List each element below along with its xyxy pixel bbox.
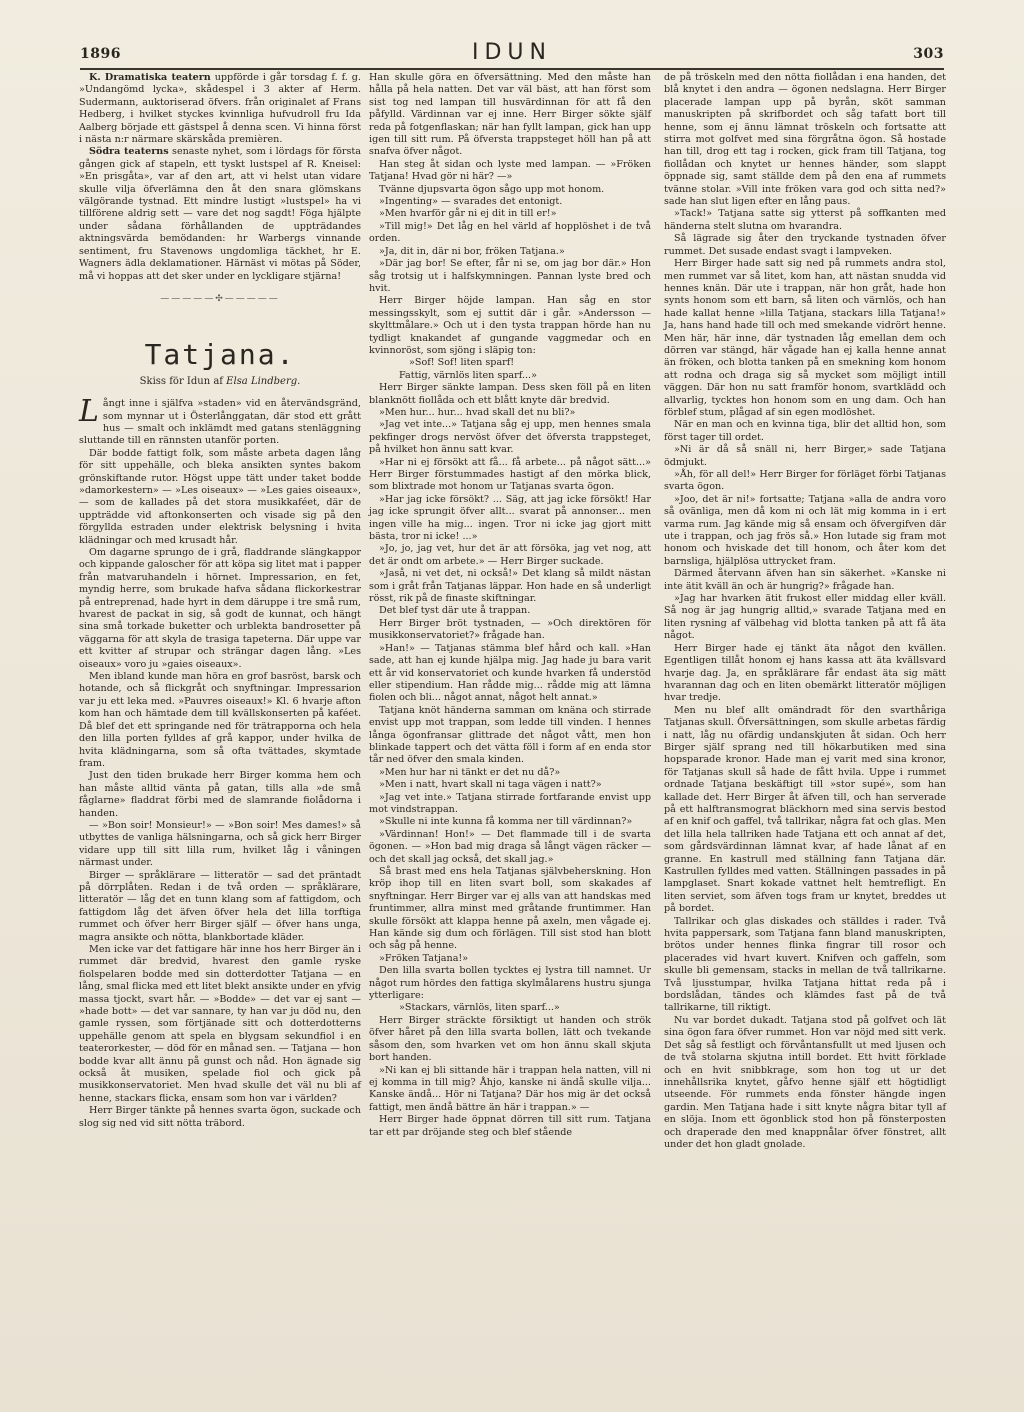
story-paragraph: Långt inne i själfva »staden» vid en återvändsgränd, som mynnar ut i Österlånggatan, där stod ett grått hus — smalt och inklämdt med gatans stenläggning sluttande till en rännsten utanför porten.: [79, 394, 361, 447]
story-paragraph: Herr Birger hade öppnat dörren till sitt rum. Tatjana tar ett par dröjande steg och blef stående: [369, 1114, 651, 1138]
byline-author: Elsa Lindberg.: [226, 375, 301, 387]
story-paragraph: Men nu blef allt omändradt för den svarthåriga Tatjanas skull. Öfversättningen, som skulle arbetas färdig i natt, låg nu ofärdig undanskjuten åt sidan. Och herr Birger själf sprang ned till hökarbutiken med sina hopsparade kronor. Hade man ej varit med sina kronor, för Tatjanas skull så hade de fått hvila. Uppe i rummet ordnade Tatjana beskäftigt till »stor supé», som han kallade det. Herr Birger åt äfven till, och han serverade på ett halftransmograt bläckhorn med sina servis bestod af en knif och gaffel, två tallrikar, några fat och glas. Men det lilla hela tallriken hade Tatjana ett och annat af det, som gårdsvärdinnan lämnat kvar, af hade lånat af en granne. En kastrull med ställning fann Tatjana där. Kastrullen fylldes med vatten. Ställningen passades in på lampglaset. Snart kokade vattnet helt hemtrefligt. En liten serviet, som äfven togs fram ur knytet, breddes ut på bordet.: [664, 704, 946, 915]
column-3: [664, 72, 946, 1151]
story-paragraph: »Han!» — Tatjanas stämma blef hård och kall. »Han sade, att han ej kunde hjälpa mig. Jag hade ju bara varit ett år vid konservatoriet och kunde hvarken få understöd eller stipendium. Han rådde mig... rådde mig att lämna fiolen och bli... något annat, något helt annat.»: [369, 642, 651, 704]
story-paragraph: Därmed återvann äfven han sin säkerhet. »Kanske ni inte ätit kväll än och är hungrig?» frågade han.: [664, 568, 946, 592]
story-paragraph: — »Bon soir! Monsieur!» — »Bon soir! Mes dames!» så utbyttes de vanliga hälsningarna, och så gick herr Birger vidare upp till sitt lilla rum, hvilket låg i våningen närmast under.: [79, 819, 361, 869]
story-paragraph: Tallrikar och glas diskades och ställdes i rader. Två hvita pappersark, som Tatjana fann bland manuskripten, brötos under hennes flinka fingrar till rosor och placerades vid hvart kuvert. Knifven och gaffeln, som skulle bli gemensam, stacks in mellan de två tallrikarne. Två ljusstumpar, hvilka Tatjana hittat reda på i bordslådan, tändes och klämdes fast på de två tallrikarne, till riktigt.: [664, 915, 946, 1014]
story-paragraph: »Värdinnan! Hon!» — Det flammade till i de svarta ögonen. — »Hon bad mig draga så långt vägen räcker — och det skall jag också, det skall jag.»: [369, 828, 651, 865]
story-paragraph: Där bodde fattigt folk, som måste arbeta dagen lång för sitt uppehälle, och bleka ansikten syntes bakom grönskiftande rutor. Högst uppe tätt under taket bodde »damorkestern» — »Les oiseaux» — »Les gaies oiseaux», — som de kallades på det stora musikkaféet, där de uppträdde vid aftonkonserten och visade sig på den förgyllda estraden under elektrisk belysning i hvita klädningar och med krusadt hår.: [79, 447, 361, 546]
page-header: [80, 40, 944, 70]
story-paragraph: Det blef tyst där ute å trappan.: [379, 605, 531, 617]
story-paragraph: Han steg åt sidan och lyste med lampan. — »Fröken Tatjana! Hvad gör ni här? —»: [369, 158, 651, 183]
story-paragraph: »Ingenting» — svarades det entonigt.: [379, 196, 563, 208]
story-paragraph: Herr Birger sträckte försiktigt ut handen och strök öfver håret på den lilla svarta bollen, lätt och tvekande såsom den, som hvarken vet om hon ännu skall skjuta bort handen.: [369, 1014, 651, 1064]
story-paragraph: Om dagarne sprungo de i grå, fladdrande slängkappor och kippande galoscher för att köpa sig litet mat i papper från matvaruhandeln i hörnet. Impressarion, en fet, myndig herre, som brukade hafva sådana flickorkestrar på entreprenad, hade hyrt in dem däruppe i tre små rum, hvarest de packat in sig, så godt de kunnat, och hängt sina små torkade buketter och urblekta bandrosetter på väggarna för att skyla de trasiga tapeterna. Där uppe var ett kvitter af strupar och strängar dagen lång. »Les oiseaux» voro ju »gaies oiseaux».: [79, 547, 361, 670]
story-paragraph: »Jag har hvarken ätit frukost eller middag eller kväll. Så nog är jag hungrig alltid,» svarade Tatjana med en liten rysning af välbehag vid blotta tanken på att få äta något.: [664, 593, 946, 642]
byline: [79, 376, 361, 388]
story-paragraph: »Har jag icke försökt? ... Säg, att jag icke försökt! Har jag icke sprungit öfver allt... svarat på annonser... men ingen ville ha mig... ingen. Tror ni icke jag gjort mitt bästa, tror ni icke! ...»: [369, 493, 651, 543]
story-paragraph: Tatjana knöt händerna samman om knäna och stirrade envist upp mot trappan, som ledde till vinden. I hennes långa ögonfransar glittrade det något vått, men hon blinkade tappert och det vätta föll i form af en enda stor tår ned öfver den smala kinden.: [369, 704, 651, 766]
story-paragraph: »Joo, det är ni!» fortsatte; Tatjana »alla de andra voro så ovänliga, men då kom ni och lät mig komma in i ert varma rum. Jag kände mig så ensam och öfvergifven där ute i trappan, och jag frös så.» Hon lutade sig fram mot honom och hviskade det till honom, och åter kom det barnsliga, hjälplösa uttrycket fram.: [664, 493, 946, 567]
sodra-heading: Södra teaterns: [89, 146, 169, 158]
story-paragraph: »Jag vet inte.» Tatjana stirrade fortfarande envist upp mot vindstrappan.: [369, 791, 651, 815]
story-paragraph: »Tack!» Tatjana satte sig ytterst på soffkanten med händerna stelt slutna om hvarandra.: [664, 208, 946, 232]
story-paragraph: Birger — språklärare — litteratör — sad det präntadt på dörrplåten. Redan i de två orden — språklärare, litteratör — låg det en tunn klang som af fattigdom, och fattigdom låg det äfven öfver hela det lilla torftiga rummet och öfver herr Birger själf — öfver hans unga, magra ansikte och nötta, blankbortade kläder.: [79, 869, 361, 943]
header-title: IDUN: [472, 40, 552, 65]
sodra-notice: [79, 146, 361, 282]
story-paragraph: Nu var bordet dukadt. Tatjana stod på golfvet och lät sina ögon fara öfver rummet. Hon var nöjd med sitt verk. Det såg så festligt och förvåntansfullt ut med ljusen och de två stolarna skjutna intill bordet. Ett hvitt förklade och en hvit snibbkrage, som hon tog ut ur det innehållsrika knytet, gåfvo henne själf ett högtidligt utseende. För rummets enda fönster hängde ingen gardin. Men Tatjana hade i sitt knyte några bitar tyll af en slöja. Inom ett ögonblick stod hon på fönsterposten och draperade den med knappnålar öfver fönstret, allt under det hon gladt gnolade.: [664, 1014, 946, 1150]
byline-prefix: Skiss för Idun af: [139, 375, 223, 387]
story-paragraph: de på tröskeln med den nötta fiollådan i ena handen, det blå knytet i den andra — ögonen nedslagna. Herr Birger placerade lampan upp på byrån, sköt samman manuskripten på skrifbordet och såg tafatt bort till henne, som ej ännu lämnat tröskeln och fortsatte att stirra mot golfvet med sina förgråtna ögon. Så hostade han till, drog ett tag i rocken, gick fram till Tatjana, tog fiollådan och knytet ur hennes händer, som slappt öppnade sig, samt ställde dem på den ena af rummets tvänne stolar. »Vill inte fröken vara god och sitta ned?» sade han slut ligen efter en lång paus.: [664, 72, 946, 208]
story-paragraph: »Har ni ej försökt att få... få arbete... på något sätt...» Herr Birger förstummades hastigt af den mörka blick, som blixtrade mot honom ur Tatjanas svarta ögon.: [369, 456, 651, 493]
story-paragraph: Herr Birger hade ej tänkt äta något den kvällen. Egentligen tillåt honom ej hans kassa att äta kvällsvard hvarje dag. Ja, en språklärare får endast äta sig mätt hvarannan dag och en liten obemärkt litteratör möjligen hvar tredje.: [664, 642, 946, 704]
column-1: [79, 72, 361, 1130]
song-line: »Stackars, värnlös, liten sparf...»: [399, 1002, 560, 1014]
story-paragraph: »Ja, dit in, där ni bor, fröken Tatjana.»: [379, 245, 565, 257]
story-paragraph: Han skulle göra en öfversättning. Med den måste han hålla på hela natten. Det var väl bäst, att han först som sist tog ned lampan till husvärdinnan för att få den påfylld. Värdinnan var ej inne. Herr Birger sökte själf reda på fotgenflaskan; när han fyllt lampan, gick han upp igen till sitt rum. På öfversta trappsteget höll han på att snafva öfver något.: [369, 72, 651, 158]
story-paragraph: »Jaså, ni vet det, ni också!» Det klang så mildt nästan som i gråt från Tatjanas läppar. Hon hade en så underligt rösst, rik på de finaste skiftningar.: [369, 568, 651, 605]
sodra-text: senaste nyhet, som i lördags för första gången gick af stapeln, ett tyskt lustspel af R. Kneisel: »En prisgåta», var af den art, att vi helst utan vidare skulle vilja öfverlämna den åt den snara glömskans välgörande tystnad. Ett mindre lustigt »lustspel» ha vi tillförene aldrig sett — vare det nog sagdt! Föga hjälpte under sådana förhållanden de uppträdandes aktningsvärda bemödanden: hr Warbergs vinnande sentiment, fru Stavenows ungdomliga täckhet, hr E. Wagners ädla deklamationer. Härnäst vi mötas på Söder, må vi hoppas att det sker under en lyckligare stjärna!: [79, 146, 361, 282]
story-paragraph: »Jo, jo, jag vet, hur det är att försöka, jag vet nog, att det är ondt om arbete.» — Herr Birger suckade.: [369, 543, 651, 567]
dramatic-notice: [79, 72, 361, 146]
story-paragraph: Herr Birger hade satt sig ned på rummets andra stol, men rummet var så litet, kom han, att nästan snudda vid hennes knän. Där ute i trappan, när hon gråt, hade hon synts honom som ett barn, så liten och värnlös, och han hade kallat henne »lilla Tatjana, stackars lilla Tatjana!» Ja, hans hand hade till och med smekande vidrört henne. Men här, här inne, där tystnaden låg emellan dem och dörren var stängd, här vågade han ej kalla henne annat än fröken, och blotta tanken på en smekning kom honom att rodna och draga sig så mycket som möjligt intill väggen. Där hon nu satt framför honom, svartklädd och allvarlig, tycktes hon honom som en ung dam. Och han förblef stum, plågad af sin egen modlöshet.: [664, 258, 946, 418]
story-paragraph: »Till mig!» Det låg en hel värld af hopplöshet i de två orden.: [369, 220, 651, 245]
story-paragraph: »Men i natt, hvart skall ni taga vägen i natt?»: [379, 779, 602, 791]
story-paragraph: »Åh, för all del!» Herr Birger for förläget förbi Tatjanas svarta ögon.: [664, 469, 946, 493]
story-paragraph: Herr Birger höjde lampan. Han såg en stor messingsskylt, som ej suttit där i går. »Andersson — skylttmålare.» Och ut i den tysta trappan hörde han nu tydligt knakandet af gungande vaggmedar och en kvinnoröst, som sjöng i släpig ton:: [369, 295, 651, 356]
dramatic-text: uppförde i går torsdag f. f. g. »Undangömd lycka», skådespel i 3 akter af Herm. Sudermann, auktoriserad öfvers. från originalet af Frans Hedberg, i hvilket styckes kvinnliga hufvudroll fru Ida Aalberg började ett gästspel å denna scen. Vi hinna först i nästa n:r närmare skärskåda premièren.: [79, 72, 361, 146]
story-paragraph: »Skulle ni inte kunna få komma ner till värdinnan?»: [379, 816, 633, 828]
story-paragraph: »Men hvarför går ni ej dit in till er!»: [379, 208, 557, 220]
story-paragraph: »Fröken Tatjana!»: [379, 952, 469, 964]
story-paragraph: Men icke var det fattigare här inne hos herr Birger än i rummet där bredvid, hvarest den gamle ryske fiolspelaren bodde med sin dotterdotter Tatjana — en lång, smal flicka med ett litet blekt ansikte under en yfvig massa tjockt, svart hår. — »Bodde» — det var ej sant — »hade bott» — det var sannare, ty han var ju död nu, den gamle ryssen, som förtjänade sitt och dotterdotterns uppehälle genom att spela en blygsam sekundfiol i en teaterorkester, — död för en månad sen. — Tatjana — hon bodde kvar allt ännu på gunst och nåd. Hon ägnade sig också åt musiken, spelade fiol och gick på musikkonservatoriet. Men hvad skulle det väl nu bli af henne, stackars flicka, ensam som hon var i världen?: [79, 944, 362, 1104]
story-paragraph: »Där jag bor! Se efter, får ni se, om jag bor där.» Hon såg trotsig ut i halfskymningen. Pannan lyste bred och hvit.: [369, 258, 651, 294]
story-paragraph: Den lilla svarta bollen tycktes ej lystra till namnet. Ur något rum hördes den fattiga skylmålarens hustru sjunga ytterligare:: [369, 965, 651, 1002]
song-line: »Sof! Sof! liten sparf!: [409, 357, 515, 369]
separator-ornament: —————✣—————: [160, 293, 280, 304]
story-paragraph: Herr Birger bröt tystnaden, — »Och direktören för musikkonservatoriet?» frågade han.: [369, 617, 651, 642]
story-paragraph: Just den tiden brukade herr Birger komma hem och han måste alltid vänta på gatan, tills alla »de små fåglarne» fladdrat förbi med de slamrande fiolådorna i handen.: [79, 770, 361, 819]
header-page-number: 303: [913, 46, 944, 62]
story-paragraph: »Men hur har ni tänkt er det nu då?»: [379, 766, 561, 778]
story-paragraph: När en man och en kvinna tiga, blir det alltid hon, som först tager till ordet.: [664, 419, 946, 443]
header-year: 1896: [80, 46, 121, 62]
dramatic-heading: K. Dramatiska teatern: [89, 72, 211, 83]
story-paragraph: »Ni kan ej bli sittande här i trappan hela natten, vill ni ej komma in till mig? Åhjo, kanske ni ändå skulle vilja... Kanske ändå... Hör ni Tatjana? Där hos mig är det också fattigt, men ändå bättre än här i trappan.» —: [369, 1064, 651, 1113]
dropcap-letter: L: [79, 394, 99, 430]
story-paragraph: »Jag vet inte...» Tatjana såg ej upp, men hennes smala pekfinger drogs nervöst öfver det öfversta trappsteget, på hvilket hon ännu satt kvar.: [369, 419, 651, 456]
story-paragraph: Tvänne djupsvarta ögon sågo upp mot honom.: [379, 183, 605, 195]
story-paragraph: »Men hur... hur... hvad skall det nu bli?»: [379, 406, 576, 418]
story-paragraph: Men ibland kunde man höra en grof basröst, barsk och hotande, och så flickgråt och snyftningar. Impressarion var ju ett leka med. »Pauvres oiseaux!» Kl. 6 hvarje afton kom han och hämtade dem till kvällskonserten på kaféet. Då blef det ett springande ned för trätrapporna och hela den lilla porten fylldes af grå kappor, under hvilka de hvita klädningarna, som så ofta tvättades, skymtade fram.: [79, 671, 361, 769]
story-paragraph: Herr Birger sänkte lampan. Dess sken föll på en liten blanknött fiollåda och ett blått knyte där bredvid.: [369, 382, 651, 406]
column-2: [369, 72, 651, 1139]
story-paragraph: Så lägrade sig åter den tryckande tystnaden öfver rummet. Det susade endast svagt i lampveken.: [664, 233, 946, 257]
story-title: Tatjana.: [144, 338, 296, 372]
story-paragraph: Så brast med ens hela Tatjanas självbeherskning. Hon kröp ihop till en liten svart boll, som skakades af snyftningar. Herr Birger var ej alls van att handskas med fruntimmer, allra minst med gråtande fruntimmer. Han skulle försökt att klappa henne på axeln, men vågade ej. Han kände sig dum och förlägen. Till sist stod han blott och såg på henne.: [369, 866, 651, 952]
story-paragraph: Herr Birger tänkte på hennes svarta ögon, suckade och slog sig ned vid sitt nötta träbord.: [79, 1105, 361, 1129]
song-line: Fattig, värnlös liten sparf...»: [399, 369, 537, 381]
story-paragraph: »Ni är då så snäll ni, herr Birger,» sade Tatjana ödmjukt.: [664, 444, 946, 468]
